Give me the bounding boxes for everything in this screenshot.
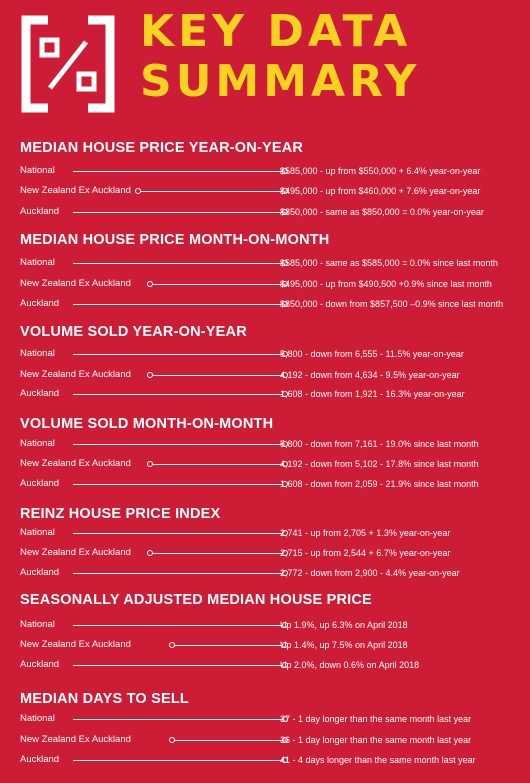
row-value: $585,000 - same as $585,000 = 0.0% since last month bbox=[280, 258, 498, 268]
row-value: Up 1.9%, up 6.3% on April 2018 bbox=[280, 620, 408, 630]
connector-line bbox=[73, 354, 285, 355]
row-label: National bbox=[20, 527, 55, 538]
row-label: New Zealand Ex Auckland bbox=[20, 185, 131, 196]
data-row bbox=[0, 566, 530, 580]
row-value: 36 - 1 day longer than the same month last year bbox=[280, 735, 472, 745]
row-label: New Zealand Ex Auckland bbox=[20, 278, 131, 289]
row-value: 5,800 - down from 6,555 - 11.5% year-on-year bbox=[280, 349, 464, 359]
row-label: New Zealand Ex Auckland bbox=[20, 639, 131, 650]
row-label: Auckland bbox=[20, 567, 60, 578]
row-label: Auckland bbox=[20, 206, 60, 217]
data-row bbox=[0, 256, 530, 270]
row-label: New Zealand Ex Auckland bbox=[20, 369, 131, 380]
connector-line bbox=[73, 394, 285, 395]
row-label: National bbox=[20, 348, 55, 359]
connector-line bbox=[73, 171, 285, 172]
row-label: Auckland bbox=[20, 388, 60, 399]
row-value: 1,608 - down from 1,921 - 16.3% year-on-year bbox=[280, 389, 465, 399]
connector-start-dot bbox=[135, 188, 141, 194]
data-row bbox=[0, 277, 530, 291]
connector-line bbox=[151, 375, 285, 376]
data-row bbox=[0, 638, 530, 652]
data-row bbox=[0, 387, 530, 401]
connector-line bbox=[73, 760, 285, 761]
connector-line bbox=[73, 484, 285, 485]
data-row bbox=[0, 546, 530, 560]
row-value: 37 - 1 day longer than the same month last year bbox=[280, 714, 472, 724]
section-title: MEDIAN HOUSE PRICE YEAR-ON-YEAR bbox=[20, 140, 304, 156]
page-title bbox=[140, 8, 420, 106]
row-value: 2,741 - up from 2,705 + 1.3% year-on-year bbox=[280, 528, 451, 538]
row-label: New Zealand Ex Auckland bbox=[20, 734, 131, 745]
connector-line bbox=[73, 665, 285, 666]
connector-line bbox=[151, 553, 285, 554]
data-row bbox=[0, 184, 530, 198]
data-row bbox=[0, 347, 530, 361]
data-row bbox=[0, 733, 530, 747]
row-label: Auckland bbox=[20, 478, 60, 489]
row-value: 41 - 4 days longer than the same month last year bbox=[280, 755, 476, 765]
data-row bbox=[0, 437, 530, 451]
row-label: New Zealand Ex Auckland bbox=[20, 547, 131, 558]
connector-line bbox=[173, 645, 285, 646]
connector-start-dot bbox=[169, 642, 175, 648]
section-title: VOLUME SOLD YEAR-ON-YEAR bbox=[20, 324, 247, 340]
row-label: New Zealand Ex Auckland bbox=[20, 458, 131, 469]
row-value: $585,000 - up from $550,000 + 6.4% year-on-year bbox=[280, 166, 481, 176]
data-row bbox=[0, 658, 530, 672]
row-label: National bbox=[20, 257, 55, 268]
connector-line bbox=[73, 263, 285, 264]
row-value: 2,772 - down from 2,900 - 4.4% year-on-year bbox=[280, 568, 460, 578]
title-line-1: KEY DATA bbox=[140, 6, 412, 57]
section-title: VOLUME SOLD MONTH-ON-MONTH bbox=[20, 416, 274, 432]
connector-line bbox=[151, 464, 285, 465]
connector-line bbox=[73, 719, 285, 720]
connector-line bbox=[73, 444, 285, 445]
connector-start-dot bbox=[169, 737, 175, 743]
data-row bbox=[0, 753, 530, 767]
row-label: Auckland bbox=[20, 659, 60, 670]
data-row bbox=[0, 368, 530, 382]
section-title: MEDIAN DAYS TO SELL bbox=[20, 691, 189, 707]
row-value: $850,000 - down from $857,500 –0.9% since last month bbox=[280, 299, 504, 309]
row-value: $850,000 - same as $850,000 = 0.0% year-on-year bbox=[280, 207, 484, 217]
row-value: $495,000 - up from $460,000 + 7.6% year-on-year bbox=[280, 186, 481, 196]
connector-line bbox=[73, 212, 285, 213]
section-title: MEDIAN HOUSE PRICE MONTH-ON-MONTH bbox=[20, 232, 330, 248]
data-row bbox=[0, 712, 530, 726]
data-row bbox=[0, 205, 530, 219]
row-label: National bbox=[20, 619, 55, 630]
row-value: Up 1.4%, up 7.5% on April 2018 bbox=[280, 640, 408, 650]
section-title: SEASONALLY ADJUSTED MEDIAN HOUSE PRICE bbox=[20, 592, 372, 608]
connector-start-dot bbox=[147, 372, 153, 378]
row-label: National bbox=[20, 713, 55, 724]
row-value: 4,192 - down from 5,102 - 17.8% since last month bbox=[280, 459, 479, 469]
percent-document-icon bbox=[18, 14, 118, 114]
data-row bbox=[0, 164, 530, 178]
connector-line bbox=[151, 284, 285, 285]
title-line-2: SUMMARY bbox=[140, 56, 421, 107]
data-row bbox=[0, 477, 530, 491]
data-row bbox=[0, 618, 530, 632]
section-title: REINZ HOUSE PRICE INDEX bbox=[20, 506, 221, 522]
connector-start-dot bbox=[147, 550, 153, 556]
row-label: National bbox=[20, 165, 55, 176]
row-label: Auckland bbox=[20, 754, 60, 765]
connector-line bbox=[73, 533, 285, 534]
row-label: Auckland bbox=[20, 298, 60, 309]
row-value: $495,000 - up from $490,500 +0.9% since last month bbox=[280, 279, 492, 289]
row-value: 2,715 - up from 2,544 + 6.7% year-on-year bbox=[280, 548, 451, 558]
data-row bbox=[0, 297, 530, 311]
row-value: 5,800 - down from 7,161 - 19.0% since last month bbox=[280, 439, 479, 449]
connector-line bbox=[139, 191, 285, 192]
connector-start-dot bbox=[147, 461, 153, 467]
connector-line bbox=[173, 740, 285, 741]
connector-start-dot bbox=[147, 281, 153, 287]
data-row bbox=[0, 526, 530, 540]
connector-line bbox=[73, 573, 285, 574]
data-row bbox=[0, 457, 530, 471]
connector-line bbox=[73, 304, 285, 305]
row-value: 1,608 - down from 2,059 - 21.9% since last month bbox=[280, 479, 479, 489]
row-value: Up 2.0%, down 0.6% on April 2018 bbox=[280, 660, 420, 670]
row-value: 4,192 - down from 4,634 - 9.5% year-on-year bbox=[280, 370, 460, 380]
row-label: National bbox=[20, 438, 55, 449]
connector-line bbox=[73, 625, 285, 626]
